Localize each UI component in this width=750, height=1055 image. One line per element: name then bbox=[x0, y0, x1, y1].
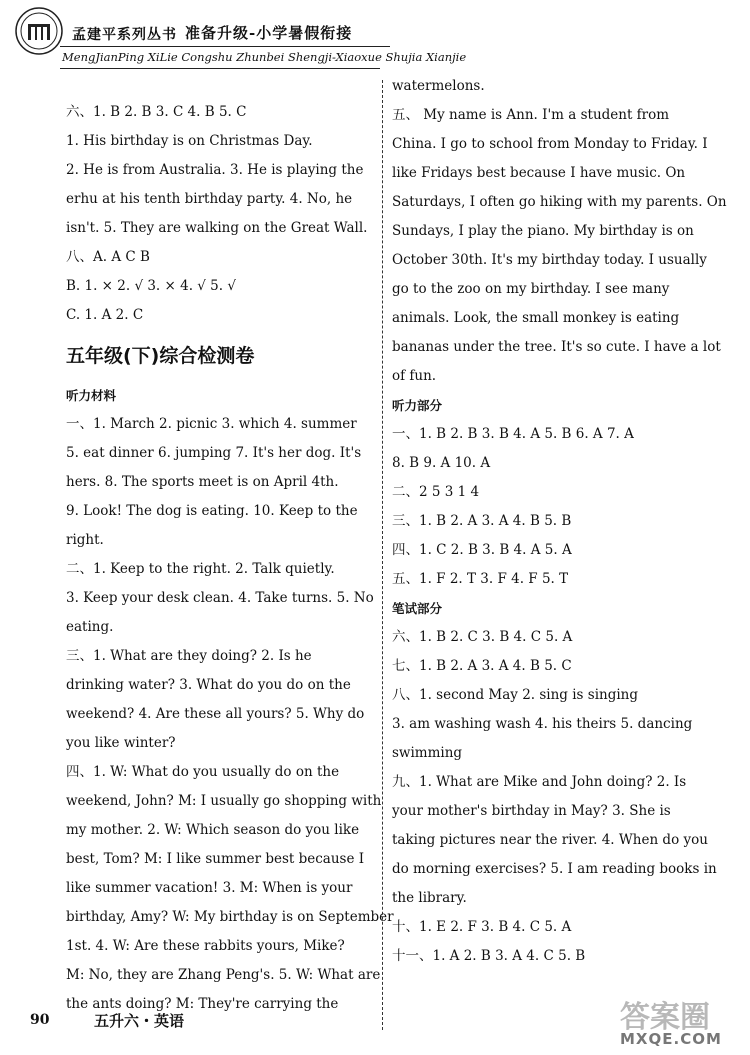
watermark-site: MXQE.COM bbox=[620, 1030, 722, 1048]
header-rule bbox=[60, 46, 390, 47]
answer-line: 1. His birthday is on Christmas Day. bbox=[66, 133, 313, 149]
answer-line: do morning exercises? 5. I am reading books in bbox=[392, 861, 717, 877]
answer-line: 五、1. F 2. T 3. F 4. F 5. T bbox=[392, 571, 569, 587]
answer-line: 3. Keep your desk clean. 4. Take turns. 5. No bbox=[66, 590, 374, 606]
answer-line: 二、2 5 3 1 4 bbox=[392, 484, 480, 500]
answer-line: weekend, John? M: I usually go shopping with bbox=[66, 793, 382, 809]
answer-line: October 30th. It's my birthday today. I usually bbox=[392, 252, 707, 268]
left-column bbox=[66, 98, 394, 1019]
answer-line: C. 1. A 2. C bbox=[66, 307, 144, 323]
subsection-title: 听力部分 bbox=[392, 398, 443, 413]
answer-line: go to the zoo on my birthday. I see many bbox=[392, 281, 670, 297]
publisher-logo-icon bbox=[14, 6, 64, 56]
header-rule-bottom bbox=[60, 68, 380, 69]
subsection-title: 笔试部分 bbox=[392, 601, 443, 616]
answer-line: right. bbox=[66, 532, 104, 548]
answer-line: you like winter? bbox=[66, 735, 176, 751]
answer-line: weekend? 4. Are these all yours? 5. Why do bbox=[66, 706, 365, 722]
answer-line: 9. Look! The dog is eating. 10. Keep to the bbox=[66, 503, 358, 519]
watermark-logo: 答案圈 bbox=[620, 1000, 710, 1035]
answer-line: 2. He is from Australia. 3. He is playing the bbox=[66, 162, 364, 178]
answer-line: eating. bbox=[66, 619, 114, 635]
answer-line: 8. B 9. A 10. A bbox=[392, 455, 491, 471]
answer-line: B. 1. × 2. √ 3. × 4. √ 5. √ bbox=[66, 278, 236, 294]
right-column bbox=[392, 72, 727, 971]
answer-line: 八、A. A C B bbox=[66, 249, 150, 265]
series-pinyin: MengJianPing XiLie Congshu Zhunbei Shengji-Xiaoxue Shujia Xianjie bbox=[62, 50, 467, 64]
answer-line: taking pictures near the river. 4. When do you bbox=[392, 832, 708, 848]
answer-line: my mother. 2. W: Which season do you like bbox=[66, 822, 360, 838]
section-title: 五年级(下)综合检测卷 bbox=[66, 345, 255, 367]
answer-line: birthday, Amy? W: My birthday is on September bbox=[66, 909, 394, 925]
answer-line: 七、1. B 2. A 3. A 4. B 5. C bbox=[392, 658, 572, 674]
answer-line: Saturdays, I often go hiking with my parents. On bbox=[392, 194, 727, 210]
series-name: 孟建平系列丛书 bbox=[72, 27, 177, 43]
answer-line: like Fridays best because I have music. On bbox=[392, 165, 686, 181]
answer-line: your mother's birthday in May? 3. She is bbox=[392, 803, 671, 819]
answer-line: watermelons. bbox=[392, 78, 485, 94]
answer-line: isn't. 5. They are walking on the Great Wall. bbox=[66, 220, 368, 236]
column-divider bbox=[382, 80, 383, 1030]
answer-line: M: No, they are Zhang Peng's. 5. W: What are bbox=[66, 967, 381, 983]
answer-line: 四、1. W: What do you usually do on the bbox=[66, 764, 340, 780]
answer-line: 八、1. second May 2. sing is singing bbox=[392, 687, 639, 703]
answer-line: drinking water? 3. What do you do on the bbox=[66, 677, 351, 693]
answer-line: 一、1. B 2. B 3. B 4. A 5. B 6. A 7. A bbox=[392, 426, 634, 442]
answer-line: 1st. 4. W: Are these rabbits yours, Mike? bbox=[66, 938, 345, 954]
answer-line: erhu at his tenth birthday party. 4. No, he bbox=[66, 191, 353, 207]
answer-line: hers. 8. The sports meet is on April 4th. bbox=[66, 474, 339, 490]
book-title: 五升六・英语 bbox=[94, 1012, 185, 1030]
answer-line: 九、1. What are Mike and John doing? 2. Is bbox=[392, 774, 687, 790]
answer-line: 十、1. E 2. F 3. B 4. C 5. A bbox=[392, 919, 572, 935]
answer-line: China. I go to school from Monday to Friday. I bbox=[392, 136, 708, 152]
answer-line: 3. am washing wash 4. his theirs 5. dancing bbox=[392, 716, 693, 732]
page-number: 90 bbox=[30, 1012, 50, 1028]
answer-line: 六、1. B 2. C 3. B 4. C 5. A bbox=[392, 629, 573, 645]
answer-line: 十一、1. A 2. B 3. A 4. C 5. B bbox=[392, 948, 586, 964]
answer-line: Sundays, I play the piano. My birthday is on bbox=[392, 223, 694, 239]
subsection-title: 听力材料 bbox=[66, 388, 117, 403]
answer-line: the library. bbox=[392, 890, 467, 906]
answer-line: like summer vacation! 3. M: When is your bbox=[66, 880, 353, 896]
answer-line: swimming bbox=[392, 745, 463, 761]
answer-line: animals. Look, the small monkey is eating bbox=[392, 310, 680, 326]
answer-line: 二、1. Keep to the right. 2. Talk quietly. bbox=[66, 561, 335, 577]
answer-line: of fun. bbox=[392, 368, 437, 384]
answer-line: 三、1. What are they doing? 2. Is he bbox=[66, 648, 312, 664]
series-subtitle: 准备升级-小学暑假衔接 bbox=[185, 24, 353, 42]
answer-line: bananas under the tree. It's so cute. I have a lot bbox=[392, 339, 721, 355]
answer-line: 五、 My name is Ann. I'm a student from bbox=[392, 107, 670, 123]
answer-line: the ants doing? M: They're carrying the bbox=[66, 996, 339, 1012]
answer-line: 三、1. B 2. A 3. A 4. B 5. B bbox=[392, 513, 572, 529]
answer-line: 四、1. C 2. B 3. B 4. A 5. A bbox=[392, 542, 572, 558]
answer-line: 一、1. March 2. picnic 3. which 4. summer bbox=[66, 416, 357, 432]
page-header bbox=[0, 0, 750, 80]
answer-line: 六、1. B 2. B 3. C 4. B 5. C bbox=[66, 104, 247, 120]
answer-line: best, Tom? M: I like summer best because I bbox=[66, 851, 365, 867]
answer-line: 5. eat dinner 6. jumping 7. It's her dog. It's bbox=[66, 445, 362, 461]
